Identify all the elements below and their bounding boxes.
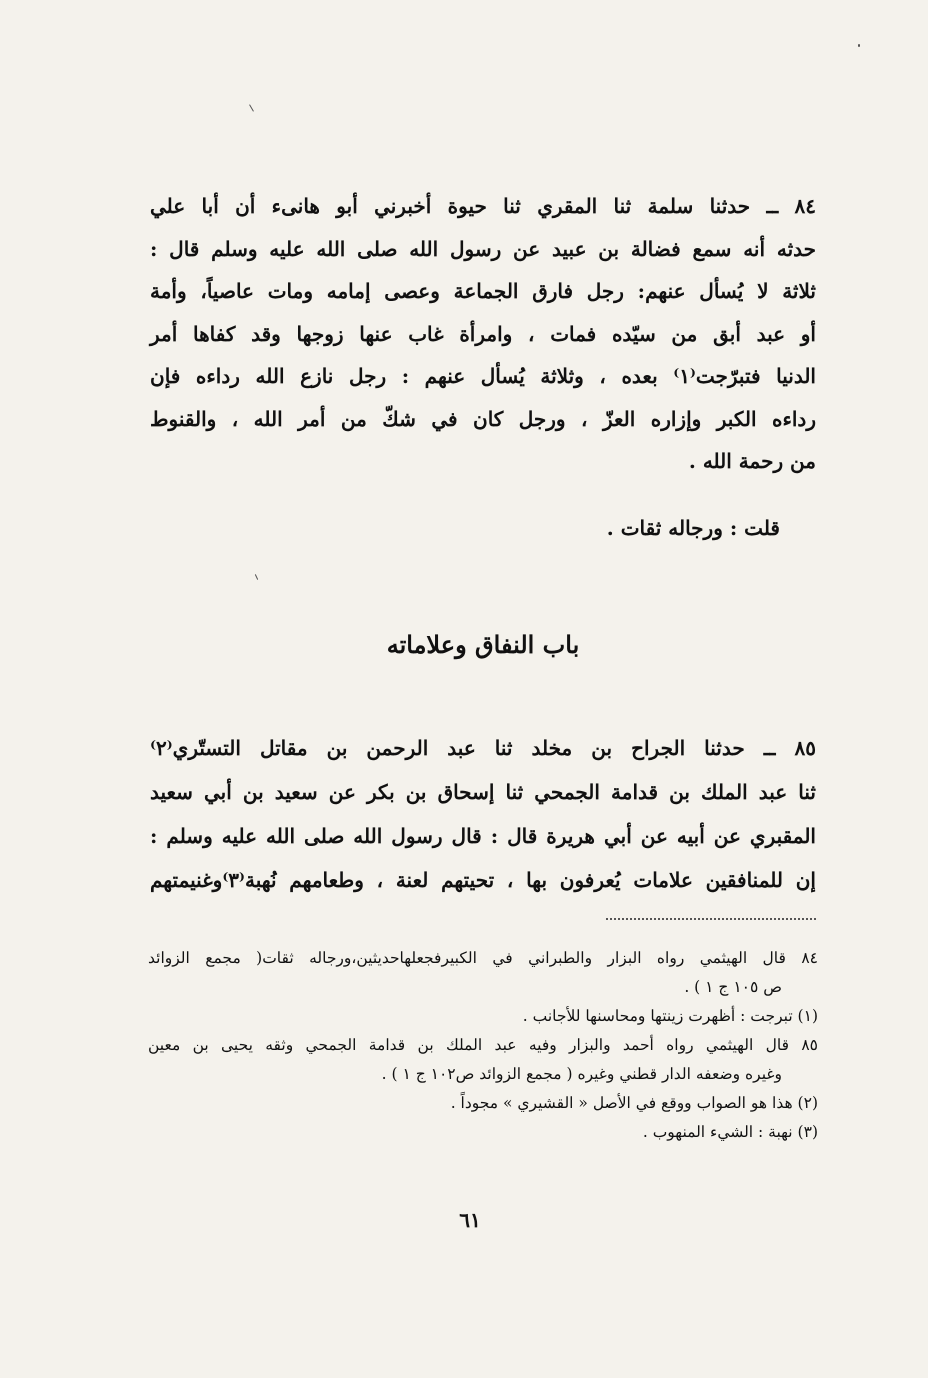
text-line: إن للمنافقين علامات يُعرفون بها ، تحيتهم لعنة ، وطعامهم نُهبة⁽٣⁾وغنيمتهم bbox=[150, 868, 816, 892]
footnote-line: (١) تبرجت : أظهرت زينتها ومحاسنها للأجانب . bbox=[522, 1007, 818, 1025]
text-line: ٨٥ ــ حدثنا الجراح بن مخلد ثنا عبد الرحمن بن مقاتل التستّري⁽٢⁾ bbox=[150, 736, 816, 760]
chapter-title: باب النفاق وعلاماته bbox=[386, 630, 580, 659]
text-line: ٨٤ ــ حدثنا سلمة ثنا المقري ثنا حيوة أخبرني أبو هانىء أن أبا علي bbox=[150, 194, 816, 218]
footnote-line: ٨٥ قال الهيثمي رواه أحمد والبزار وفيه عبد الملك بن قدامة الجمحي وثقه يحيى بن معين bbox=[148, 1036, 818, 1054]
footnote-line: وغيره وضعفه الدار قطني وغيره ( مجمع الزوائد ص١٠٢ ج ١ ) . bbox=[381, 1065, 782, 1083]
scan-speck bbox=[858, 44, 860, 47]
footnote-line: (٣) نهبة : الشيء المنهوب . bbox=[642, 1123, 818, 1141]
text-line: الدنيا فتبرّجت⁽١⁾ بعده ، وثلاثة يُسأل عنهم : رجل نازع الله رداءه فإن bbox=[150, 364, 816, 388]
text-line: ثنا عبد الملك بن قدامة الجمحي ثنا إسحاق بن بكر عن سعيد بن أبي سعيد bbox=[150, 780, 816, 804]
text-line: رداءه الكبر وإزاره العزّ ، ورجل كان في شكّ من أمر الله ، والقنوط bbox=[150, 406, 816, 431]
text-line: أو عبد أبق من سيّده فمات ، وامرأة غاب عنها زوجها وقد كفاها أمر bbox=[150, 321, 816, 346]
scan-speck bbox=[255, 574, 258, 580]
text-line: حدثه أنه سمع فضالة بن عبيد عن رسول الله صلى الله عليه وسلم قال : bbox=[150, 236, 816, 261]
text-line: المقبري عن أبيه عن أبي هريرة قال : قال رسول الله صلى الله عليه وسلم : bbox=[150, 824, 816, 848]
author-comment bbox=[150, 516, 816, 540]
footnote-line: (٢) هذا هو الصواب ووقع في الأصل « القشيري » مجوداً . bbox=[450, 1094, 818, 1112]
scan-speck bbox=[249, 104, 254, 111]
comment-text: قلت : ورجاله ثقات . bbox=[606, 516, 780, 540]
footnote-line: ٨٤ قال الهيثمي رواه البزار والطبراني في الكبيرفجعلهاحديثين،ورجاله ثقات( مجمع الزوائد bbox=[148, 949, 818, 967]
hadith-85-paragraph bbox=[150, 726, 816, 902]
page-number: ٦١ bbox=[459, 1208, 481, 1232]
footnote-line: ص ١٠٥ ج ١ ) . bbox=[684, 978, 782, 996]
hadith-84-paragraph bbox=[150, 185, 816, 483]
footnote-divider bbox=[606, 918, 816, 920]
text-line: من رحمة الله . bbox=[688, 449, 816, 473]
footnotes bbox=[148, 944, 818, 1147]
text-line: ثلاثة لا يُسأل عنهم: رجل فارق الجماعة وعصى إمامه ومات عاصياً، وأمة bbox=[150, 279, 816, 303]
